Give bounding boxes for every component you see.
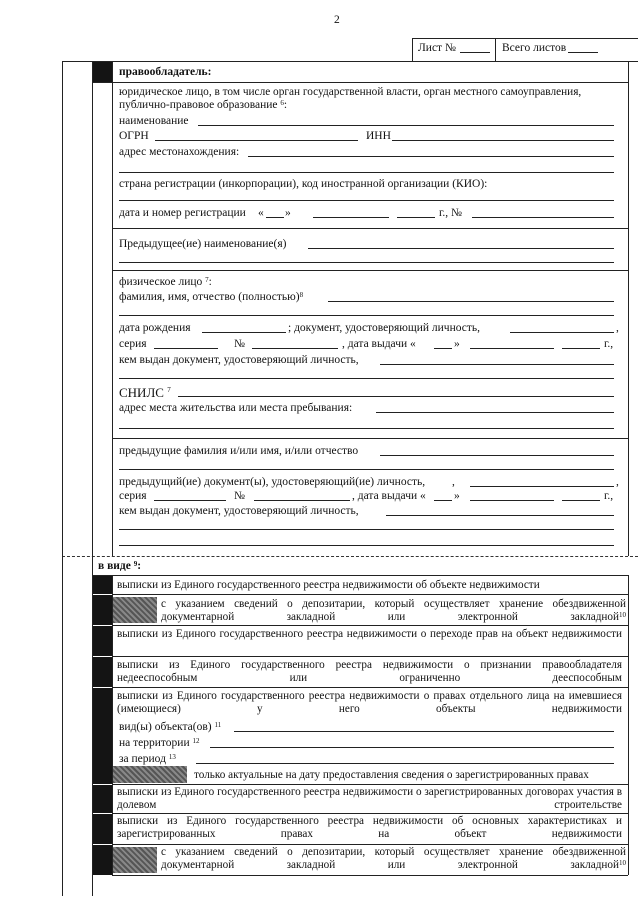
page-number: 2 — [334, 14, 340, 26]
option-checkbox-0[interactable] — [93, 576, 112, 594]
option-checkbox-4[interactable] — [93, 688, 112, 784]
reg-year-label: г., № — [439, 207, 463, 219]
ogrn-field[interactable] — [155, 140, 358, 141]
country-label: страна регистрации (инкорпорации), код иностранной организации (КИО): — [119, 178, 488, 190]
option-checkbox-5[interactable] — [113, 766, 187, 783]
option-text-6: выписки из Единого государственного реестра недвижимости о зарегистрированных договорах участия в долевом строительстве — [117, 786, 622, 811]
country-field[interactable] — [119, 200, 614, 201]
option-checkbox-1[interactable] — [113, 597, 157, 623]
number2-field[interactable] — [254, 500, 350, 501]
address-label: адрес местонахождения: — [119, 146, 240, 158]
object-types-label: вид(ы) объекта(ов) $^{11}$ — [119, 721, 222, 733]
snils-field[interactable] — [178, 396, 614, 397]
fio-field-2[interactable] — [119, 315, 614, 316]
sheet-number-label: Лист № — [418, 42, 456, 54]
issued-by2-field-2[interactable] — [119, 529, 614, 530]
reg-year-field[interactable] — [397, 217, 435, 218]
legal-intro-2: публично-правовое образование $^6$: — [119, 99, 288, 111]
number2-label: № — [234, 490, 245, 502]
total-sheets-field[interactable] — [568, 52, 598, 53]
fio-label: фамилия, имя, отчество (полностью)$^8$ — [119, 291, 304, 303]
option-text-4: выписки из Единого государственного реестра недвижимости о правах отдельного лица на имевшиеся (имеющиеся) у него объекты недвижимости — [117, 690, 622, 715]
option-bar-1 — [93, 595, 112, 625]
option-checkbox-2[interactable] — [93, 626, 112, 656]
prev-names-label: предыдущие фамилия и/или имя, и/или отчество — [119, 445, 359, 457]
residence-field[interactable] — [376, 412, 614, 413]
issue-year2-field[interactable] — [562, 500, 600, 501]
option-text-8: с указанием сведений о депозитарии, который осуществляет хранение обездвиженной документарной закладной или электронной закладной$^{10}$ — [161, 846, 626, 871]
comma-2: , — [452, 476, 455, 488]
issue-day2-field[interactable] — [434, 500, 452, 501]
reg-quote-close: » — [285, 207, 291, 219]
issued-by-field[interactable] — [380, 364, 614, 365]
fio-field[interactable] — [328, 301, 614, 302]
number-label: № — [234, 338, 245, 350]
holder-title: правообладатель: — [119, 66, 212, 78]
issue-day-field[interactable] — [434, 348, 452, 349]
option-text-0: выписки из Единого государственного реестра недвижимости об объекте недвижимости — [117, 579, 540, 591]
series-field[interactable] — [154, 348, 218, 349]
issue-quote-close: » — [454, 338, 460, 350]
option-text-7: выписки из Единого государственного реестра недвижимости об основных характеристиках и зарегистрированных правах на объект недвижимости — [117, 815, 622, 840]
snils-label: СНИЛС $^7$ — [119, 385, 171, 400]
comma-1: , — [616, 322, 619, 334]
residence-field-2[interactable] — [119, 428, 614, 429]
prev-names-field-2[interactable] — [119, 469, 614, 470]
number-field[interactable] — [252, 348, 338, 349]
prev-docs-label: предыдущий(ие) документ(ы), удостоверяющий(ие) личность, — [119, 476, 426, 488]
option-bar-8 — [93, 845, 112, 875]
option-checkbox-6[interactable] — [93, 785, 112, 813]
period-label: за период $^{13}$ — [119, 753, 176, 765]
issued-by2-field[interactable] — [386, 515, 614, 516]
inn-field[interactable] — [392, 140, 614, 141]
issued-by2-field-3[interactable] — [119, 545, 614, 546]
option-checkbox-8[interactable] — [113, 847, 157, 873]
legal-intro: юридическое лицо, в том числе орган государственной власти, орган местного самоуправления, — [119, 86, 582, 98]
year2-label: г., — [604, 490, 614, 502]
previous-names-field-2[interactable] — [119, 262, 614, 263]
issue-year-field[interactable] — [562, 348, 600, 349]
series2-label: серия — [119, 490, 147, 502]
option-text-5: только актуальные на дату предоставления сведения о зарегистрированных правах — [194, 769, 589, 781]
issue-month2-field[interactable] — [470, 500, 554, 501]
option-text-2: выписки из Единого государственного реестра недвижимости о переходе прав на объект недвижимости — [117, 628, 622, 640]
comma-3: , — [616, 476, 619, 488]
total-sheets-label: Всего листов — [502, 42, 567, 54]
individual-title: физическое лицо $^7$: — [119, 276, 212, 288]
issue-month-field[interactable] — [470, 348, 554, 349]
option-text-3: выписки из Единого государственного реестра недвижимости о признании правообладателя недееспособным или ограниченно дееспособным — [117, 659, 622, 684]
sheet-number-field[interactable] — [460, 52, 490, 53]
reg-quote-open: « — [258, 207, 264, 219]
ogrn-label: ОГРН — [119, 130, 149, 142]
issued-by2-label: кем выдан документ, удостоверяющий личность, — [119, 505, 359, 517]
birth-label: дата рождения — [119, 322, 191, 334]
option-text-1: с указанием сведений о депозитарии, который осуществляет хранение обездвиженной документарной закладной или электронной закладной$^{10}$ — [161, 598, 626, 623]
legal-name-field[interactable] — [198, 125, 614, 126]
option-checkbox-3[interactable] — [93, 657, 112, 687]
form-type-title: в виде $^9$: — [98, 560, 142, 572]
legal-name-label: наименование — [119, 115, 189, 127]
reg-date-label: дата и номер регистрации — [119, 207, 246, 219]
previous-names-label: Предыдущее(ие) наименование(я) — [119, 238, 287, 250]
issued-by-field-2[interactable] — [119, 378, 614, 379]
previous-names-field[interactable] — [308, 248, 614, 249]
territory-field[interactable] — [210, 747, 614, 748]
issue-quote-close2: » — [454, 490, 460, 502]
reg-day-field[interactable] — [266, 217, 284, 218]
id-doc-label: ; документ, удостоверяющий личность, — [288, 322, 481, 334]
prev-names-field[interactable] — [380, 455, 614, 456]
address-field[interactable] — [248, 156, 614, 157]
year-label: г., — [604, 338, 614, 350]
inn-label: ИНН — [366, 130, 391, 142]
period-field-line[interactable] — [196, 763, 614, 764]
address-field-2[interactable] — [119, 172, 614, 173]
prev-docs-field[interactable] — [470, 486, 614, 487]
series2-field[interactable] — [154, 500, 226, 501]
issue-date2-label: , дата выдачи « — [352, 490, 426, 502]
series-label: серия — [119, 338, 147, 350]
option-checkbox-7[interactable] — [93, 814, 112, 844]
object-types-field[interactable] — [234, 731, 614, 732]
issued-by-label: кем выдан документ, удостоверяющий личность, — [119, 354, 359, 366]
territory-label: на территории $^{12}$ — [119, 737, 200, 749]
id-doc-field[interactable] — [510, 332, 614, 333]
birth-field[interactable] — [202, 332, 286, 333]
holder-checkbox-mark[interactable] — [93, 62, 112, 82]
issue-date-label: , дата выдачи « — [342, 338, 416, 350]
residence-label: адрес места жительства или места пребывания: — [119, 402, 353, 414]
reg-number-field[interactable] — [472, 217, 614, 218]
reg-month-field[interactable] — [313, 217, 389, 218]
